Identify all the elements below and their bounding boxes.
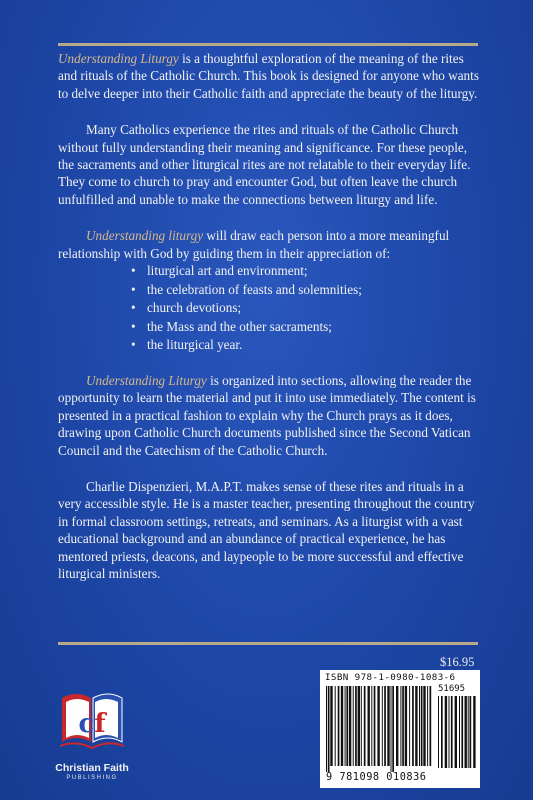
barcode-bar (391, 686, 392, 772)
barcode-bar (341, 686, 343, 766)
list-item: • the celebration of feasts and solemnities; (147, 281, 480, 300)
barcode-bar (346, 686, 348, 766)
isbn-barcode (320, 670, 480, 788)
topics-list (58, 262, 480, 355)
paragraph-text: is organized into sections, allowing the reader the opportunity to learn the material and put it into use immediately. The content is presented in a practical fashion to explain why the Church prays as it does, drawing upon Catholic Church documents published since the Second Vatican Council and the Catechism of the Catholic Church. (58, 373, 476, 458)
blurb-paragraph-2: Many Catholics experience the rites and rituals of the Catholic Church without fully understanding their meaning and significance. For these people, the sacraments and other liturgical rites are not relatable to their everyday life. They come to church to pray and encounter God, but often leave the church unfulfilled and unable to make the connections between liturgy and life. (58, 122, 471, 207)
barcode-bar (374, 686, 376, 766)
book-title-reference: Understanding Liturgy (58, 51, 179, 66)
logo-letters: cf (78, 709, 106, 739)
barcode-bar (358, 686, 360, 766)
barcode-bar (451, 696, 453, 768)
list-item: • the liturgical year. (147, 336, 480, 355)
barcode-bar (382, 686, 383, 766)
barcode-bar (368, 686, 370, 766)
barcode-bar (430, 686, 432, 766)
barcode-bar (338, 686, 340, 766)
barcode-bar (387, 686, 389, 766)
barcode-bar (455, 696, 457, 768)
barcode-bar (371, 686, 372, 766)
barcode-bar (364, 686, 366, 766)
blurb-paragraph-4 (58, 372, 480, 459)
logo-swoosh (60, 743, 124, 748)
barcode-bar (384, 686, 386, 766)
barcode-bar (409, 686, 410, 766)
barcode-bar (441, 696, 443, 768)
barcode-bar (427, 686, 428, 766)
barcode-bar (353, 686, 354, 766)
ean-digits: 9 781098 010836 (326, 771, 427, 783)
barcode-bar (412, 686, 414, 766)
barcode-bar (445, 696, 447, 768)
list-item: • liturgical art and environment; (147, 262, 480, 281)
barcode-bar (465, 696, 467, 768)
publisher-subtitle: PUBLISHING (66, 775, 118, 781)
barcode-bar (470, 696, 472, 768)
barcode-bar (377, 686, 379, 766)
blurb-paragraph-1 (58, 50, 480, 102)
barcode-bar (438, 696, 439, 768)
barcode-bar (326, 686, 327, 772)
barcode-bar (423, 686, 425, 766)
barcode-bar (355, 686, 357, 766)
publisher-logo (56, 682, 128, 762)
barcode-bar (392, 686, 394, 772)
addon-barcode-bars (438, 696, 476, 768)
barcode-bar (419, 686, 420, 766)
barcode-bar (361, 686, 362, 766)
book-title-reference: Understanding liturgy (86, 228, 204, 244)
barcode-bar (473, 696, 475, 768)
author-bio: Charlie Dispenzieri, M.A.P.T. makes sense of these rites and rituals in a very accessible style. He is a master teacher, presenting throughout the country in formal classroom settings, retreats, and seminars. As a liturgist with a vast educational background and an abundance of practical experience, he has mentored priests, deacons, and laypeople to be more successful and effective liturgical ministers. (58, 479, 475, 582)
paragraph-text: is a thoughtful exploration of the meaning of the rites and rituals of the Catholic Church. This book is designed for anyone who wants to delve deeper into their Catholic faith and appreciate the beauty of the liturgy. (58, 51, 479, 101)
barcode-bar (402, 686, 404, 766)
barcode-bar (468, 696, 469, 768)
list-item: • the Mass and the other sacraments; (147, 318, 480, 337)
blurb-text (58, 50, 480, 583)
book-title-reference: Understanding Liturgy (86, 373, 207, 389)
barcode-bar (461, 696, 463, 768)
barcode-bar (330, 686, 332, 766)
barcode-bar (459, 696, 460, 768)
barcode-bar (415, 686, 417, 766)
blurb-paragraph-3 (58, 227, 480, 262)
price-addon-number: 51695 (438, 684, 466, 694)
isbn-text: ISBN 978-1-0980-1083-6 (325, 672, 456, 683)
barcode-bar (405, 686, 407, 766)
barcode-bar (449, 696, 450, 768)
top-divider (58, 43, 478, 46)
barcode-bar (400, 686, 401, 766)
ean-barcode-bars (326, 686, 432, 772)
barcode-bar (396, 686, 398, 766)
paragraph-text: will draw each person into a more meaningful relationship with God by guiding them in their appreciation of: (58, 228, 450, 261)
barcode-bar (421, 686, 423, 766)
publisher-name: Christian Faith (55, 762, 129, 774)
barcode-bar (349, 686, 351, 766)
price-label: $16.95 (440, 655, 475, 669)
bottom-divider (58, 642, 478, 645)
barcode-bar (335, 686, 336, 766)
list-item: • church devotions; (147, 299, 480, 318)
barcode-bar (345, 686, 346, 766)
barcode-bar (328, 686, 330, 772)
